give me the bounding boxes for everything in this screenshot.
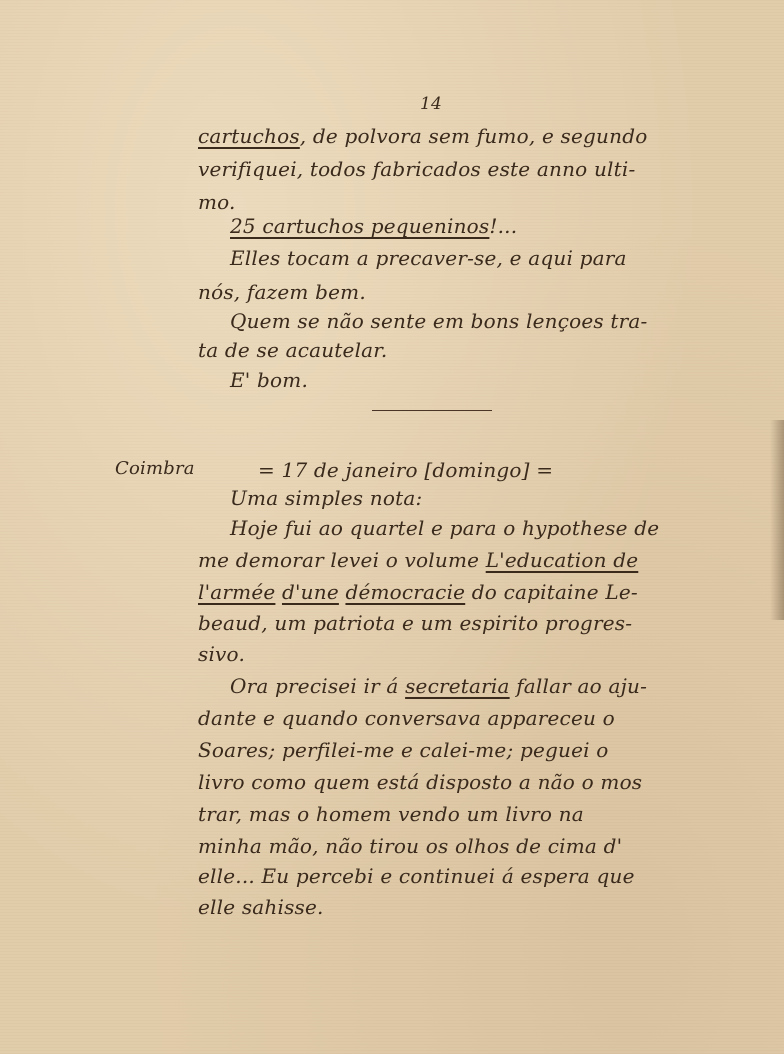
text-line (230, 514, 659, 542)
text-line (198, 768, 642, 796)
text-line (198, 609, 632, 637)
text-line (198, 893, 324, 921)
line-text: beaud, um patriota e um espirito progres- (198, 611, 633, 635)
underlined-word: d'une (281, 580, 339, 604)
text-line (230, 244, 627, 272)
text-line (198, 155, 635, 183)
underlined-word: secretaria (405, 674, 510, 698)
line-text: elle... Eu percebi e continuei á espera que (198, 864, 635, 888)
line-text: minha mão, não tirou os olhos de cima d' (198, 834, 623, 858)
page-number: 14 (420, 94, 443, 114)
text-line (198, 800, 584, 828)
line-text: trar, mas o homem vendo um livro na (198, 802, 584, 826)
text-line (198, 736, 609, 764)
line-text: dante e quando conversava appareceu o (198, 706, 615, 730)
line-text: nós, fazem bem. (198, 280, 366, 304)
line-text: do capitaine Le- (465, 580, 638, 604)
line-text: !... (489, 214, 518, 238)
line-text: fallar ao aju- (509, 674, 648, 698)
line-text: elle sahisse. (198, 895, 324, 919)
line-text: = 17 de janeiro [domingo] = (258, 458, 554, 482)
text-line (230, 672, 647, 700)
line-text: Hoje fui ao quartel e para o hypothese de (230, 516, 660, 540)
text-line (198, 862, 635, 890)
line-text: verifiquei, todos fabricados este anno ulti- (198, 157, 636, 181)
underlined-word: l'armée (198, 580, 276, 604)
text-line (198, 704, 615, 732)
line-text: mo. (198, 190, 236, 214)
line-text: Elles tocam a precaver-se, e aqui para (230, 246, 627, 270)
text-line (230, 307, 648, 335)
line-text: E' bom. (230, 368, 309, 392)
text-line (198, 578, 638, 606)
line-text: Uma simples nota: (230, 486, 423, 510)
line-text: sivo. (198, 642, 246, 666)
line-text: , de polvora sem fumo, e segundo (299, 124, 648, 148)
line-text: Soares; perfilei-me e calei-me; peguei o (198, 738, 609, 762)
line-text: Quem se não sente em bons lençoes tra- (230, 309, 648, 333)
line-text: livro como quem está disposto a não o mos (198, 770, 643, 794)
line-text: Ora precisei ir á (230, 674, 406, 698)
underlined-word: cartuchos (198, 124, 300, 148)
text-line (198, 832, 622, 860)
text-line (230, 366, 308, 394)
text-line (258, 456, 553, 484)
underlined-word: démocracie (345, 580, 466, 604)
text-line (198, 640, 245, 668)
text-line (198, 336, 387, 364)
text-line (198, 546, 638, 574)
underlined-word: 25 cartuchos pequeninos (230, 214, 490, 238)
text-line (230, 212, 517, 240)
text-line (198, 122, 647, 150)
underlined-word: L'education de (485, 548, 639, 572)
section-divider (372, 410, 492, 411)
text-line (198, 278, 366, 306)
page-edge-shadow (770, 420, 784, 620)
line-text: me demorar levei o volume (198, 548, 486, 572)
margin-note: Coimbra (115, 458, 195, 479)
line-text: ta de se acautelar. (198, 338, 388, 362)
text-line (230, 484, 422, 512)
